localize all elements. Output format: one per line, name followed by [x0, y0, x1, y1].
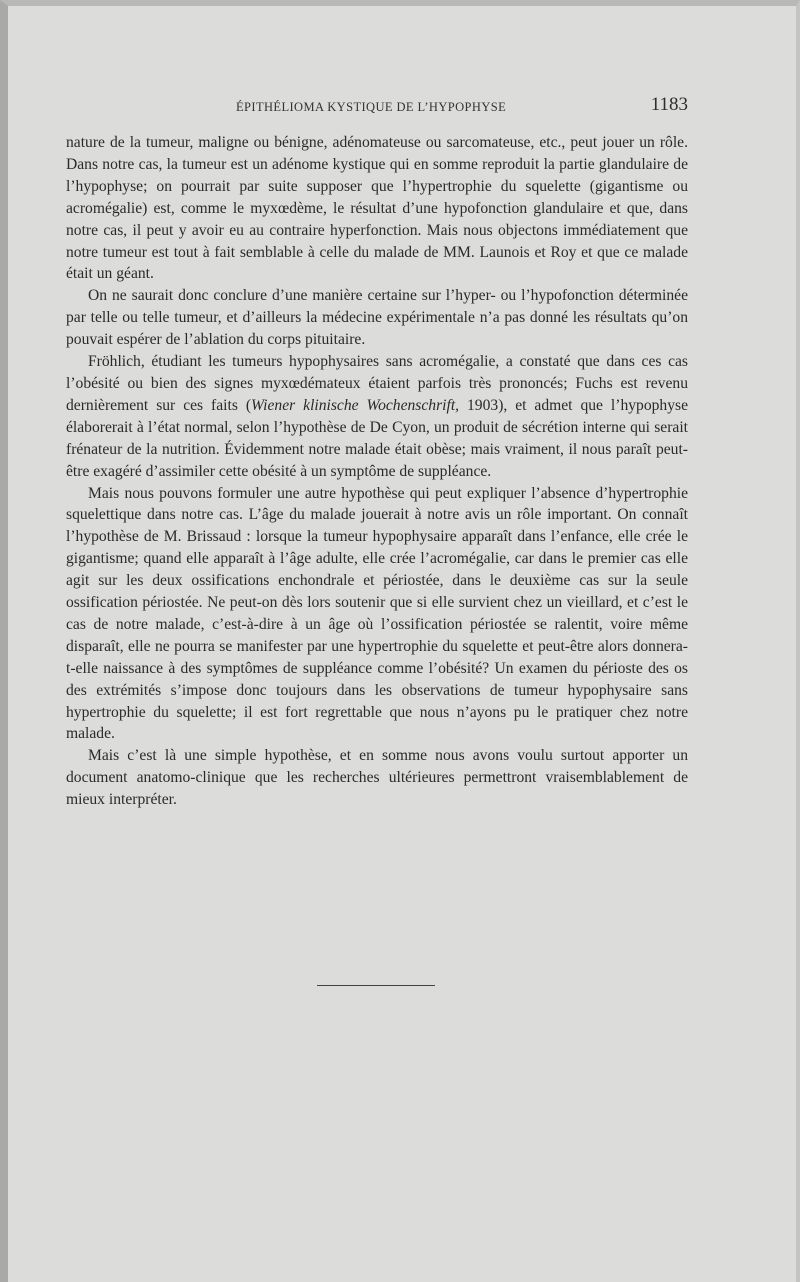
page-number: 1183 [650, 94, 688, 115]
paragraph-1 [66, 132, 688, 285]
end-rule [317, 985, 435, 986]
paragraph-3-text-after: 1903), et admet que l’hypophyse élaborerait à l’état normal, selon l’hypothèse de De Cyon, un produit de sécrétion interne qui serait frénateur de la nutrition. Évidemment notre malade était obèse; mais vraiment, il nous paraît peut-être exagéré d’assimiler cette obésité à un symptôme de suppléance. [66, 396, 689, 480]
paragraph-5 [66, 745, 688, 811]
paragraph-3 [66, 351, 688, 482]
paragraph-3-text-before: Fröhlich, étudiant les tumeurs hypophysaires sans acromégalie, a constaté que dans ces cas l’obésité ou bien des signes myxœdémateux étaient parfois très prononcés; Fuchs est revenu dernièrement sur ces faits ( [66, 353, 688, 414]
running-head [66, 94, 688, 118]
body-text [66, 132, 688, 811]
paragraph-4 [66, 483, 688, 746]
paragraph-4-text: Mais nous pouvons formuler une autre hypothèse qui peut expliquer l’absence d’hypertrophie squelettique dans notre cas. L’âge du malade jouerait à notre avis un rôle important. On connaît l’hypothèse de M. Brissaud : lorsque la tumeur hypophysaire apparaît dans l’enfance, elle crée le gigantisme; quand elle apparaît à l’âge adulte, elle crée l’acromégalie, car dans le premier cas elle agit sur les deux ossifications enchondrale et périostée, dans le deuxième cas sur la seule ossification périostée. Ne peut-on dès lors soutenir que si elle survient chez un vieillard, et c’est le cas de notre malade, c’est-à-dire à un âge où l’ossification périostée se ralentit, voire même disparaît, elle ne pourra se manifester par une hypertrophie du squelette et peut-être alors donnera-t-elle naissance à des symptômes de suppléance comme l’obésité? Un examen du périoste des os des extrémités s’impose donc toujours dans les observations de tumeur hypophysaire sans hypertrophie du squelette; il est fort regrettable que nous n’ayons pu le pratiquer chez notre malade. [66, 484, 688, 743]
paragraph-1-text: nature de la tumeur, maligne ou bénigne, adénomateuse ou sarcomateuse, etc., peut jouer un rôle. Dans notre cas, la tumeur est un adénome kystique qui en somme reproduit la partie glandulaire de l’hypophyse; on pourrait par suite supposer que l’hypertrophie du squelette (gigantisme ou acromégalie) est, comme le myxœdème, le résultat d’une hypofonction glandulaire et que, dans notre cas, il peut y avoir eu au contraire hyperfonction. Mais nous objectons immédiatement que notre tumeur est tout à fait semblable à celle du malade de MM. Launois et Roy et que ce malade était un géant. [66, 134, 688, 283]
paragraph-2 [66, 285, 688, 351]
journal-title: Wiener klinische Wochenschrift, [251, 396, 460, 414]
paragraph-5-text: Mais c’est là une simple hypothèse, et en somme nous avons voulu surtout apporter un document anatomo-clinique que les recherches ultérieures permettront vraisemblablement de mieux interpréter. [66, 747, 688, 809]
paragraph-2-text: On ne saurait donc conclure d’une manière certaine sur l’hyper- ou l’hypofonction déterminée par telle ou telle tumeur, et d’ailleurs la médecine expérimentale n’a pas donné les résultats qu’on pouvait espérer de l’ablation du corps pituitaire. [66, 287, 688, 349]
running-title: ÉPITHÉLIOMA KYSTIQUE DE L’HYPOPHYSE [236, 100, 507, 114]
